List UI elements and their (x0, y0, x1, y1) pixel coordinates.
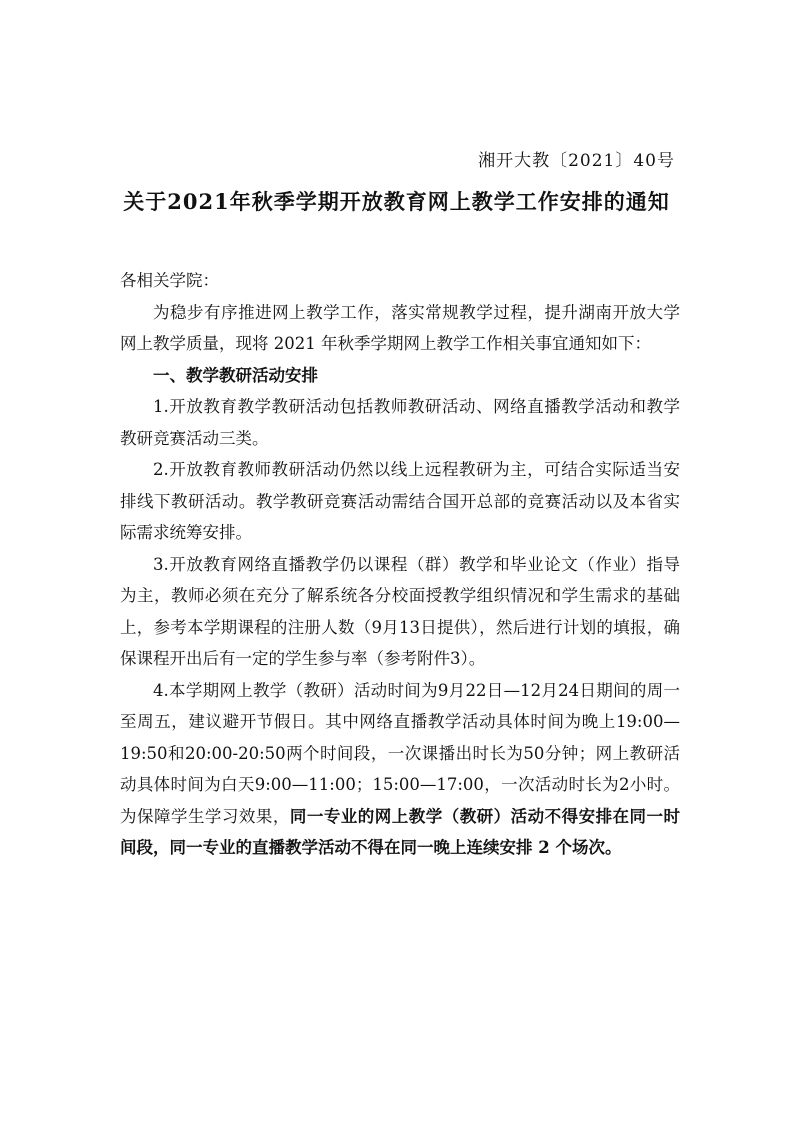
document-body (120, 265, 680, 864)
document-title: 关于2021年秋季学期开放教育网上教学工作安排的通知 (123, 189, 670, 214)
intro-paragraph: 为稳步有序推进网上教学工作，落实常规教学过程，提升湖南开放大学网上教学质量，现将 2021 年秋季学期网上教学工作相关事宜通知如下： (120, 302, 680, 353)
document-number: 湘开大教〔2021〕40号 (478, 151, 675, 171)
item-4 (120, 675, 680, 864)
item-3: 3.开放教育网络直播教学仍以课程（群）教学和毕业论文（作业）指导为主，教师必须在充分了解系统各分校面授教学组织情况和学生需求的基础上，参考本学期课程的注册人数（9月13日提供），然后进行计划的填报，确保课程开出后有一定的学生参与率（参考附件3）。 (120, 554, 680, 668)
salutation: 各相关学院： (120, 271, 219, 290)
item-1: 1.开放教育教学教研活动包括教师教研活动、网络直播教学活动和教学教研竞赛活动三类。 (120, 397, 680, 448)
item-4-emphasis: 同一专业的网上教学（教研）活动不得安排在同一时间段，同一专业的直播教学活动不得在同一晚上连续安排 2 个场次。 (120, 806, 680, 857)
item-2: 2.开放教育教师教研活动仍然以线上远程教研为主，可结合实际适当安排线下教研活动。教学教研竞赛活动需结合国开总部的竞赛活动以及本省实际需求统筹安排。 (120, 460, 680, 542)
section-heading: 一、教学教研活动安排 (153, 365, 318, 385)
item-4-text: 4.本学期网上教学（教研）活动时间为9月22日—12月24日期间的周一至周五，建议避开节假日。其中网络直播教学活动具体时间为晚上19:00—19:50和20:00-20:50两个时间段，一次课播出时长为50分钟；网上教研活动具体时间为白天9:00—11:00；15:00—17:00，一次活动时长为2小时。为保障学生学习效果， (120, 680, 680, 826)
